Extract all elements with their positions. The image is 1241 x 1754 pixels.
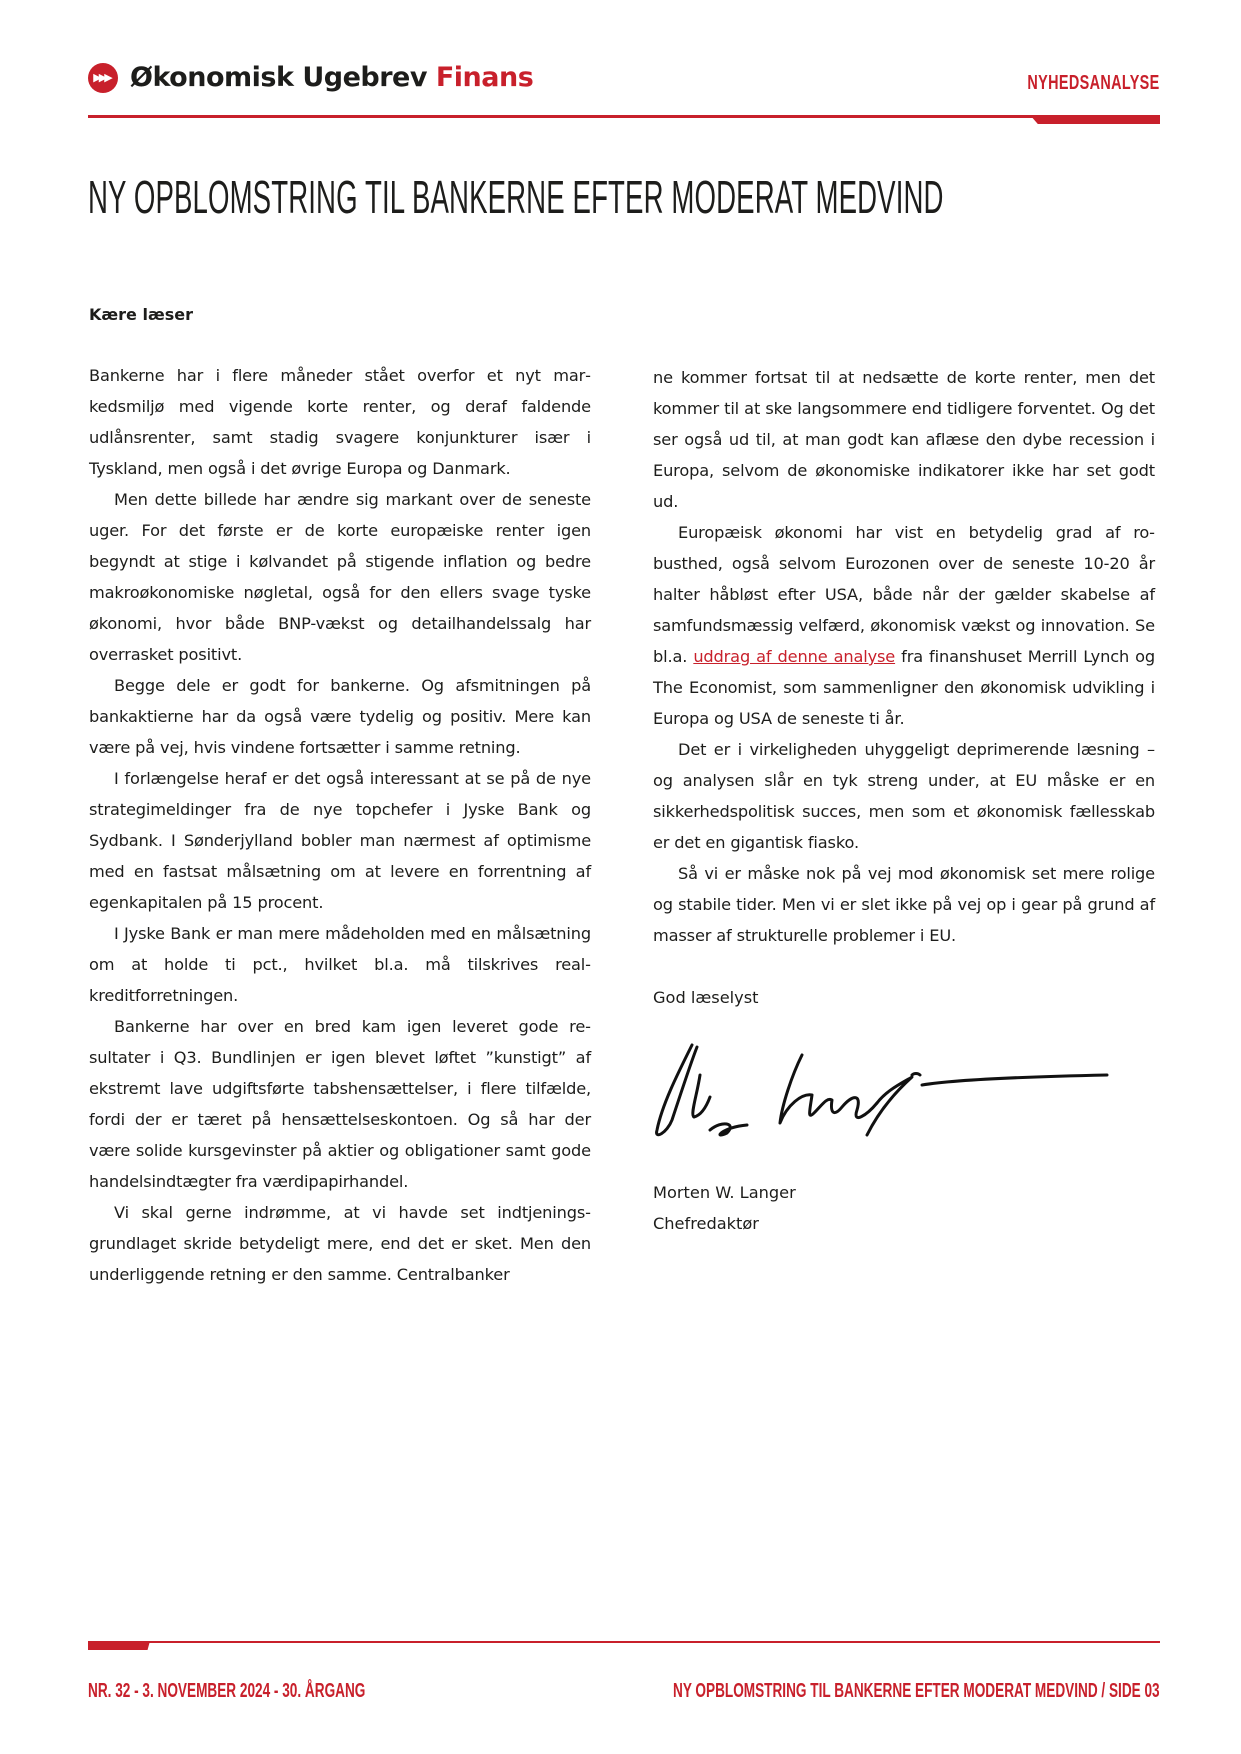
signer-title: Chefredaktør bbox=[653, 1214, 759, 1233]
paragraph: I Jyske Bank er man mere mådeholden med en målsætning om at holde ti pct., hvilket bl.a. må tilskrives realkreditforretningen. bbox=[89, 924, 591, 1005]
signer-name: Morten W. Langer bbox=[653, 1183, 796, 1202]
footer-divider bbox=[88, 1641, 1160, 1643]
signature-image bbox=[652, 1035, 1112, 1145]
paragraph: I forlængelse heraf er det også interessant at se på de nye strategimeldinger fra de nye topchefer i Jyske Bank og Sydbank. I Sønderjylland bobler man nærmest af optimisme med en fastsat målsætning om at levere en forrentning af egenkapitalen på 15 procent. bbox=[89, 769, 591, 912]
article-title: NY OPBLOMSTRING TIL BANKERNE EFTER MODERAT MEDVIND bbox=[88, 171, 944, 223]
paragraph: Vi skal gerne indrømme, at vi havde set indtjeningsgrundlaget skride betydeligt mere, end det er sket. Men den underliggende retning er den samme. Centralbanker bbox=[89, 1203, 591, 1284]
logo-accent: Finans bbox=[435, 62, 534, 93]
footer-divider-accent bbox=[88, 1641, 150, 1650]
paragraph: Det er i virkeligheden uhyggeligt deprimerende læsning – og analysen slår en tyk streng under, at EU måske er en sikkerhedspolitisk succes, men som et økonomisk fællesskab er det en gigantisk fiasko. bbox=[653, 740, 1155, 852]
page-footer-label: NY OPBLOMSTRING TIL BANKERNE EFTER MODERAT MEDVIND / SIDE 03 bbox=[673, 1680, 1160, 1702]
paragraph: Bankerne har over en bred kam igen leveret gode resultater i Q3. Bundlinjen er igen blevet løftet ”kunstigt” af ekstremt lave udgiftsførte tabshensættelser, i flere tilfælde, fordi der er tæret på hensættelseskontoen. Og så har der være solide kursgevinster på aktier og obligationer samt gode handelsindtægter fra værdipapirhandel. bbox=[89, 1017, 591, 1191]
publication-logo bbox=[88, 62, 533, 93]
closing-line: God læselyst bbox=[653, 988, 759, 1007]
article-column-left bbox=[89, 360, 591, 1290]
paragraph: Bankerne har i flere måneder stået overfor et nyt markedsmiljø med vigende korte renter, og deraf faldende udlånsrenter, samt stadig svagere konjunkturer især i Tyskland, men også i det øvrige Europa og Danmark. bbox=[89, 366, 591, 478]
salutation: Kære læser bbox=[89, 305, 193, 324]
section-label: NYHEDSANALYSE bbox=[1027, 72, 1160, 94]
analysis-excerpt-link[interactable]: uddrag af denne analyse bbox=[693, 647, 896, 666]
article-column-right bbox=[653, 362, 1155, 951]
signer-block bbox=[653, 1177, 796, 1239]
logo-brand: Økonomisk Ugebrev bbox=[130, 62, 427, 93]
paragraph: Så vi er måske nok på vej mod økonomisk set mere rolige og stabile tider. Men vi er slet ikke på vej op i gear på grund af masser af strukturelle problemer i EU. bbox=[653, 864, 1155, 945]
fast-forward-icon: ▶▶▶ bbox=[88, 63, 118, 93]
logo-text bbox=[130, 62, 533, 93]
paragraph-with-link: Europæisk økonomi har vist en betydelig grad af robusthed, også selvom Eurozonen over de seneste 10-20 år halter håbløst efter USA, både når der gælder skabelse af samfundsmæssig velfærd, økonomisk vækst og innovation. Se bl.a. uddrag af denne analyse fra finanshuset Merrill Lynch og The Economist, som sammenligner den økonomisk udvikling i Europa og USA de seneste ti år. bbox=[653, 523, 1156, 728]
paragraph: Men dette billede har ændre sig markant over de seneste uger. For det første er de korte europæiske renter igen begyndt at stige i kølvandet på stigende inflation og bedre makroøkonomiske nøgletal, også for den ellers svage tyske økonomi, hvor både BNP-vækst og detailhandelssalg har overrasket positivt. bbox=[89, 490, 591, 664]
paragraph: Begge dele er godt for bankerne. Og afsmitningen på bankaktierne har da også være tydelig og positiv. Mere kan være på vej, hvis vindene fortsætter i samme retning. bbox=[89, 676, 591, 757]
header-divider bbox=[88, 115, 1160, 118]
issue-info: NR. 32 - 3. NOVEMBER 2024 - 30. ÅRGANG bbox=[88, 1680, 366, 1702]
paragraph: ne kommer fortsat til at nedsætte de korte renter, men det kommer til at ske langsommere end tidligere forventet. Og det ser også ud til, at man godt kan aflæse den dybe recession i Europa, selvom de økonomiske indikatorer ikke har set godt ud. bbox=[653, 368, 1155, 511]
header-divider-accent bbox=[1030, 115, 1160, 124]
